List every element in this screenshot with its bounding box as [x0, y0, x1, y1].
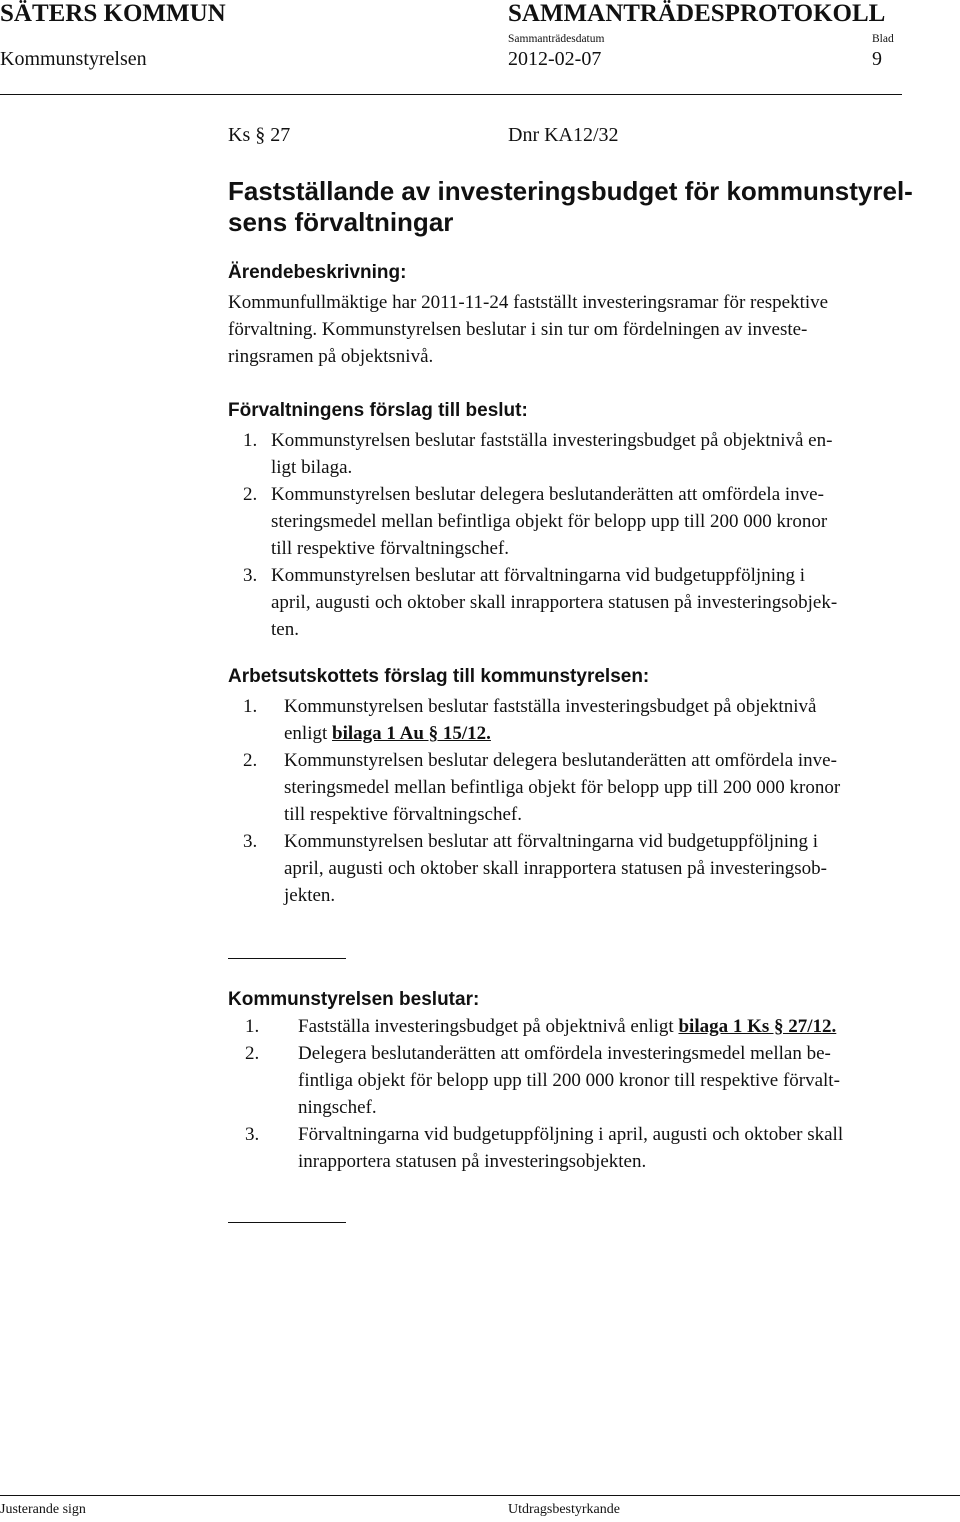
list-item: [243, 481, 837, 562]
list-item-number: 2.: [245, 1043, 260, 1064]
list-item: [243, 427, 837, 481]
arende-line: ringsramen på objektsnivå.: [228, 346, 434, 367]
ks-list: [245, 1013, 843, 1175]
list-item-line: steringsmedel mellan befintliga objekt för belopp upp till 200 000 kronor: [271, 511, 828, 532]
section-divider: [228, 958, 346, 959]
meeting-date: 2012-02-07: [508, 48, 602, 70]
attachment-reference: bilaga 1 Au § 15/12.: [332, 723, 491, 744]
municipality-name: SÄTERS KOMMUN: [0, 0, 226, 27]
list-item-number: 3.: [245, 1124, 260, 1145]
list-item: [243, 747, 840, 828]
list-item-line: till respektive förvaltningschef.: [284, 804, 522, 825]
page-number: 9: [872, 48, 882, 70]
attachment-reference: bilaga 1 Ks § 27/12.: [678, 1016, 837, 1037]
section-divider: [228, 1222, 346, 1223]
ks-heading: Kommunstyrelsen beslutar:: [228, 989, 480, 1010]
list-item-number: 2.: [243, 484, 258, 505]
footer-certification-label: Utdragsbestyrkande: [508, 1502, 620, 1517]
footer-initials-label: Justerande sign: [0, 1502, 86, 1517]
list-item-line: Kommunstyrelsen beslutar fastställa investeringsbudget på objektnivå: [284, 696, 817, 717]
list-item-line: Kommunstyrelsen beslutar att förvaltningarna vid budgetuppföljning i: [271, 565, 806, 586]
arende-line: Kommunfullmäktige har 2011-11-24 fastställt investeringsramar för respektive: [228, 292, 829, 313]
body-name: Kommunstyrelsen: [0, 48, 147, 70]
list-item-number: 3.: [243, 565, 258, 586]
list-item-line: steringsmedel mellan befintliga objekt för belopp upp till 200 000 kronor: [284, 777, 841, 798]
list-item-line: Kommunstyrelsen beslutar att förvaltningarna vid budgetuppföljning i: [284, 831, 819, 852]
case-title: [228, 176, 948, 238]
footer-rule: [0, 1495, 960, 1496]
list-item-number: 3.: [243, 831, 258, 852]
case-title-line-1: Fastställande av investeringsbudget för kommunstyrel-: [228, 176, 913, 206]
list-item-number: 2.: [243, 750, 258, 771]
au-heading: Arbetsutskottets förslag till kommunstyrelsen:: [228, 666, 650, 687]
list-item-line: Kommunstyrelsen beslutar delegera beslutanderätten att omfördela inve-: [284, 750, 837, 771]
list-item: [245, 1013, 843, 1040]
protocol-type: SAMMANTRÄDESPROTOKOLL: [508, 0, 886, 27]
list-item-text: Fastställa investeringsbudget på objektnivå enligt: [298, 1016, 679, 1037]
list-item-line: till respektive förvaltningschef.: [271, 538, 509, 559]
list-item-line: jekten.: [284, 885, 336, 906]
list-item-line: april, augusti och oktober skall inrapportera statusen på investeringsobjek-: [271, 592, 838, 613]
forvaltning-heading: Förvaltningens förslag till beslut:: [228, 400, 528, 421]
list-item-line: ligt bilaga.: [271, 457, 353, 478]
list-item-number: 1.: [245, 1016, 260, 1037]
list-item-line: Förvaltningarna vid budgetuppföljning i april, augusti och oktober skall: [298, 1124, 844, 1145]
list-item-number: 1.: [243, 430, 258, 451]
list-item: [243, 562, 837, 643]
list-item-line: ten.: [271, 619, 299, 640]
arende-text: [228, 289, 828, 370]
list-item-line: fintliga objekt för belopp upp till 200 000 kronor till respektive förvalt-: [298, 1070, 840, 1091]
meeting-date-label: Sammanträdesdatum: [508, 33, 605, 45]
list-item-line: ningschef.: [298, 1097, 377, 1118]
list-item-number: 1.: [243, 696, 258, 717]
case-title-line-2: sens förvaltningar: [228, 207, 454, 237]
forvaltning-list: [243, 427, 837, 643]
list-item: [243, 828, 840, 909]
list-item-line: Kommunstyrelsen beslutar delegera beslutanderätten att omfördela inve-: [271, 484, 824, 505]
list-item-line: inrapportera statusen på investeringsobjekten.: [298, 1151, 647, 1172]
arende-line: förvaltning. Kommunstyrelsen beslutar i sin tur om fördelningen av investe-: [228, 319, 808, 340]
list-item-text: enligt: [284, 723, 333, 744]
list-item-line: [284, 720, 840, 747]
arende-heading: Ärendebeskrivning:: [228, 262, 407, 283]
paragraph-number: Ks § 27: [228, 124, 291, 146]
list-item-line: Kommunstyrelsen beslutar fastställa investeringsbudget på objektnivå en-: [271, 430, 833, 451]
list-item-line: Delegera beslutanderätten att omfördela investeringsmedel mellan be-: [298, 1043, 831, 1064]
list-item: [245, 1121, 843, 1175]
list-item-line: april, augusti och oktober skall inrapportera statusen på investeringsob-: [284, 858, 827, 879]
header-rule: [0, 94, 902, 95]
list-item: [243, 693, 840, 747]
au-list: [243, 693, 840, 909]
page-label: Blad: [872, 33, 894, 45]
list-item: [245, 1040, 843, 1121]
diary-number: Dnr KA12/32: [508, 124, 619, 146]
